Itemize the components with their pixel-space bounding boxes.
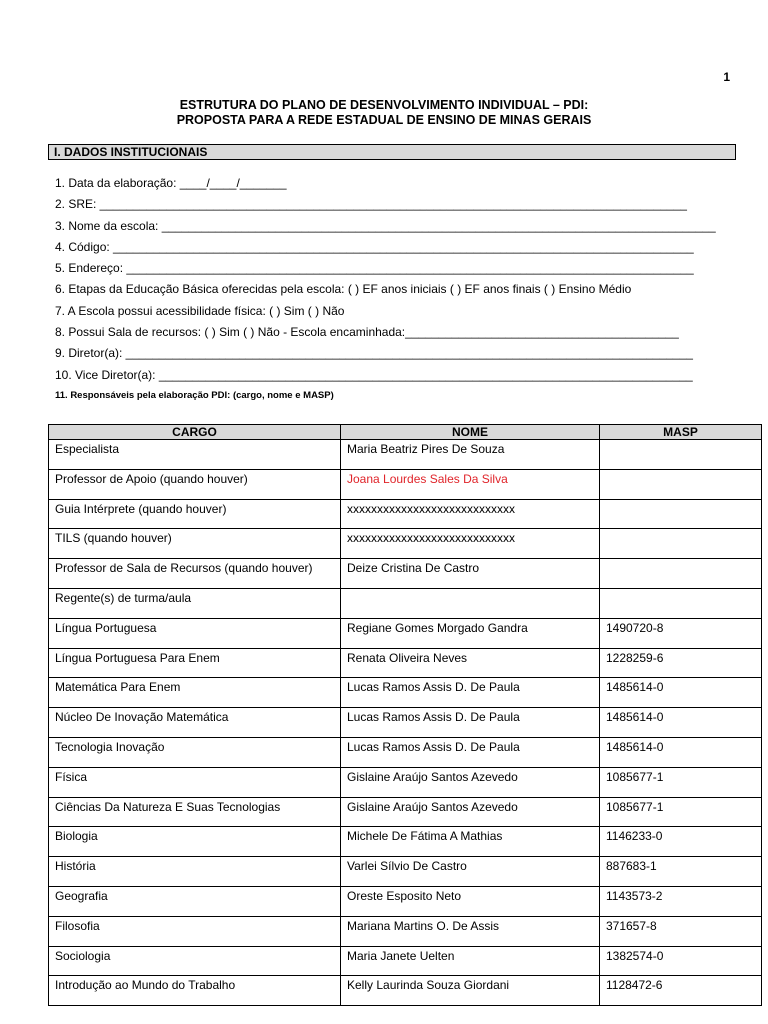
- cell-cargo[interactable]: Ciências Da Natureza E Suas Tecnologias: [49, 797, 341, 827]
- header-nome: NOME: [341, 425, 600, 440]
- cell-cargo[interactable]: Matemática Para Enem: [49, 678, 341, 708]
- page-number: 1: [723, 70, 730, 84]
- cell-nome[interactable]: Renata Oliveira Neves: [341, 648, 600, 678]
- table-row: [49, 469, 762, 499]
- cell-masp[interactable]: 1485614-0: [599, 708, 761, 738]
- cell-nome[interactable]: Varlei Sílvio De Castro: [341, 857, 600, 887]
- header-masp: MASP: [599, 425, 761, 440]
- cell-nome[interactable]: Deize Cristina De Castro: [341, 559, 600, 589]
- document-title: [0, 98, 768, 128]
- table-row: [49, 886, 762, 916]
- table-row: [49, 797, 762, 827]
- field-endereco[interactable]: 5. Endereço: _____________________________________________________________________________________: [55, 261, 694, 276]
- cell-cargo[interactable]: Geografia: [49, 886, 341, 916]
- table-row: [49, 767, 762, 797]
- cell-cargo[interactable]: Tecnologia Inovação: [49, 737, 341, 767]
- field-vice-diretor[interactable]: 10. Vice Diretor(a): ________________________________________________________________________________: [55, 367, 693, 382]
- cell-masp[interactable]: 1085677-1: [599, 797, 761, 827]
- cell-cargo[interactable]: Professor de Sala de Recursos (quando houver): [49, 559, 341, 589]
- cell-nome[interactable]: Lucas Ramos Assis D. De Paula: [341, 737, 600, 767]
- cell-cargo[interactable]: Língua Portuguesa: [49, 618, 341, 648]
- cell-cargo[interactable]: Sociologia: [49, 946, 341, 976]
- cell-nome[interactable]: Gislaine Araújo Santos Azevedo: [341, 797, 600, 827]
- header-cargo: CARGO: [49, 425, 341, 440]
- cell-masp[interactable]: 1382574-0: [599, 946, 761, 976]
- field-acessibilidade[interactable]: 7. A Escola possui acessibilidade física: ( ) Sim ( ) Não: [55, 303, 345, 318]
- table-row: [49, 827, 762, 857]
- cell-masp[interactable]: 371657-8: [599, 916, 761, 946]
- cell-cargo[interactable]: Especialista: [49, 440, 341, 470]
- cell-nome[interactable]: Lucas Ramos Assis D. De Paula: [341, 678, 600, 708]
- cell-cargo[interactable]: Professor de Apoio (quando houver): [49, 469, 341, 499]
- table-row: [49, 529, 762, 559]
- cell-nome[interactable]: Lucas Ramos Assis D. De Paula: [341, 708, 600, 738]
- table-row: [49, 916, 762, 946]
- cell-nome[interactable]: Gislaine Araújo Santos Azevedo: [341, 767, 600, 797]
- table-row: [49, 588, 762, 618]
- responsaveis-table: [48, 424, 762, 1006]
- responsaveis-label: 11. Responsáveis pela elaboração PDI: (cargo, nome e MASP): [55, 390, 334, 401]
- table-row: [49, 440, 762, 470]
- cell-cargo[interactable]: Filosofia: [49, 916, 341, 946]
- table-row: [49, 499, 762, 529]
- cell-masp[interactable]: [599, 559, 761, 589]
- cell-masp[interactable]: [599, 499, 761, 529]
- cell-cargo[interactable]: Núcleo De Inovação Matemática: [49, 708, 341, 738]
- cell-masp[interactable]: 1085677-1: [599, 767, 761, 797]
- institutional-fields: [55, 173, 735, 386]
- field-nome-escola[interactable]: 3. Nome da escola: ___________________________________________________________________________________: [55, 218, 716, 233]
- table-header-row: [49, 425, 762, 440]
- cell-masp[interactable]: 1485614-0: [599, 737, 761, 767]
- cell-masp[interactable]: 1490720-8: [599, 618, 761, 648]
- cell-cargo[interactable]: TILS (quando houver): [49, 529, 341, 559]
- cell-nome[interactable]: Mariana Martins O. De Assis: [341, 916, 600, 946]
- cell-nome[interactable]: xxxxxxxxxxxxxxxxxxxxxxxxxxxx: [341, 529, 600, 559]
- table-row: [49, 678, 762, 708]
- cell-masp[interactable]: 1146233-0: [599, 827, 761, 857]
- cell-masp[interactable]: [599, 469, 761, 499]
- cell-masp[interactable]: 1128472-6: [599, 976, 761, 1006]
- cell-cargo[interactable]: Introdução ao Mundo do Trabalho: [49, 976, 341, 1006]
- cell-nome[interactable]: xxxxxxxxxxxxxxxxxxxxxxxxxxxx: [341, 499, 600, 529]
- cell-cargo[interactable]: Língua Portuguesa Para Enem: [49, 648, 341, 678]
- cell-masp[interactable]: 1143573-2: [599, 886, 761, 916]
- table-row: [49, 559, 762, 589]
- cell-masp[interactable]: [599, 588, 761, 618]
- cell-cargo[interactable]: Guia Intérprete (quando houver): [49, 499, 341, 529]
- field-sre[interactable]: 2. SRE: ________________________________________________________________________________________: [55, 197, 687, 212]
- cell-nome[interactable]: Maria Janete Uelten: [341, 946, 600, 976]
- cell-cargo[interactable]: Biologia: [49, 827, 341, 857]
- cell-nome[interactable]: Joana Lourdes Sales Da Silva: [341, 469, 600, 499]
- field-data-elaboracao[interactable]: 1. Data da elaboração: ____/____/_______: [55, 176, 287, 190]
- table-row: [49, 857, 762, 887]
- section-header-dados-institucionais: I. DADOS INSTITUCIONAIS: [48, 144, 736, 160]
- cell-masp[interactable]: [599, 440, 761, 470]
- cell-cargo[interactable]: Física: [49, 767, 341, 797]
- table-row: [49, 648, 762, 678]
- cell-nome[interactable]: Michele De Fátima A Mathias: [341, 827, 600, 857]
- cell-cargo[interactable]: Regente(s) de turma/aula: [49, 588, 341, 618]
- title-line-1: ESTRUTURA DO PLANO DE DESENVOLVIMENTO INDIVIDUAL – PDI:: [179, 98, 589, 112]
- cell-masp[interactable]: 1228259-6: [599, 648, 761, 678]
- field-codigo[interactable]: 4. Código: _______________________________________________________________________________________: [55, 239, 694, 254]
- title-line-2: PROPOSTA PARA A REDE ESTADUAL DE ENSINO DE MINAS GERAIS: [176, 113, 592, 127]
- field-etapas[interactable]: 6. Etapas da Educação Básica oferecidas pela escola: ( ) EF anos iniciais ( ) EF anos finais ( ) Ensino Médio: [55, 282, 632, 297]
- table-row: [49, 618, 762, 648]
- cell-masp[interactable]: [599, 529, 761, 559]
- cell-masp[interactable]: 1485614-0: [599, 678, 761, 708]
- field-sala-recursos[interactable]: 8. Possui Sala de recursos: ( ) Sim ( ) Não - Escola encaminhada:_________________________________________: [55, 325, 679, 340]
- table-row: [49, 976, 762, 1006]
- field-diretor[interactable]: 9. Diretor(a): _____________________________________________________________________________________: [55, 346, 693, 361]
- cell-cargo[interactable]: História: [49, 857, 341, 887]
- table-row: [49, 946, 762, 976]
- cell-nome[interactable]: Oreste Esposito Neto: [341, 886, 600, 916]
- cell-masp[interactable]: 887683-1: [599, 857, 761, 887]
- table-row: [49, 708, 762, 738]
- cell-nome[interactable]: Maria Beatriz Pires De Souza: [341, 440, 600, 470]
- table-body: [49, 440, 762, 1006]
- cell-nome[interactable]: [341, 588, 600, 618]
- cell-nome[interactable]: Regiane Gomes Morgado Gandra: [341, 618, 600, 648]
- cell-nome[interactable]: Kelly Laurinda Souza Giordani: [341, 976, 600, 1006]
- table-row: [49, 737, 762, 767]
